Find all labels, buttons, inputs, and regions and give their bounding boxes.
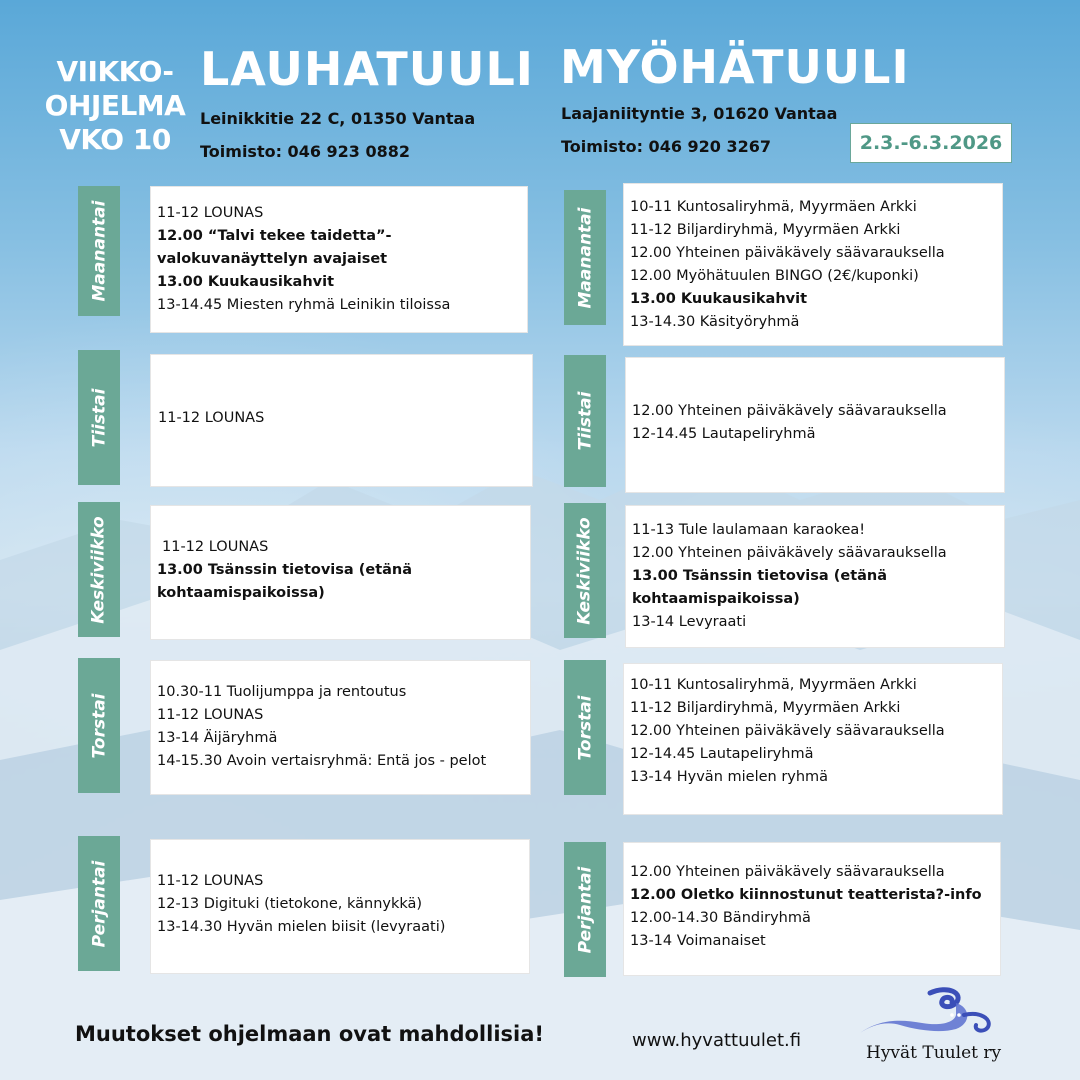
- schedule-line: 12.00 Myöhätuulen BINGO (2€/kuponki): [630, 267, 919, 284]
- day-label: Maanantai: [575, 207, 595, 308]
- location-name-left: LAUHATUULI: [200, 42, 534, 96]
- schedule-line: 13.00 Tsänssin tietovisa (etänä: [157, 562, 413, 578]
- schedule-line: 11-12 LOUNAS: [158, 410, 265, 426]
- schedule-line: 12-14.45 Lautapeliryhmä: [630, 746, 814, 762]
- address-left: Leinikkitie 22 C, 01350 Vantaa: [200, 109, 476, 128]
- day-tab-right-tuesday: [564, 355, 606, 487]
- day-label: Torstai: [89, 692, 110, 759]
- schedule-box-left-friday: [150, 839, 530, 974]
- schedule-line: 10-11 Kuntosaliryhmä, Myyrmäen Arkki: [630, 198, 917, 215]
- schedule-line: 12.00 Yhteinen päiväkävely säävarauksella: [632, 545, 947, 561]
- schedule-line: 12.00 Yhteinen päiväkävely säävarauksella: [630, 864, 945, 880]
- schedule-line: 12.00 Yhteinen päiväkävely säävarauksella: [630, 723, 945, 739]
- organization-logo-text: Hyvät Tuulet ry: [866, 1043, 1002, 1063]
- title-line-2: OHJELMA: [44, 89, 186, 122]
- schedule-box-right-monday: [623, 183, 1003, 346]
- schedule-line: 13.00 Tsänssin tietovisa (etänä: [632, 568, 888, 584]
- office-phone-left: Toimisto: 046 923 0882: [200, 142, 411, 161]
- schedule-line: valokuvanäyttelyn avajaiset: [157, 251, 388, 267]
- schedule-line: 11-12 LOUNAS: [157, 205, 264, 221]
- wind-logo-icon: [860, 985, 1010, 1045]
- day-label: Torstai: [575, 694, 596, 761]
- schedule-line: 13-14 Hyvän mielen ryhmä: [630, 769, 829, 785]
- day-tab-left-thursday: [78, 658, 120, 793]
- day-tab-left-monday: [78, 186, 120, 316]
- schedule-line: 11-12 Biljardiryhmä, Myyrmäen Arkki: [630, 700, 901, 716]
- schedule-box-left-monday: [150, 186, 528, 333]
- schedule-line: 12.00-14.30 Bändiryhmä: [630, 910, 811, 926]
- schedule-line: 13-14 Äijäryhmä: [157, 730, 278, 746]
- day-tab-left-wednesday: [78, 502, 120, 637]
- day-label: Perjantai: [575, 866, 595, 953]
- schedule-line: 11-12 LOUNAS: [162, 539, 269, 555]
- location-name-right: MYÖHÄTUULI: [560, 40, 910, 94]
- schedule-box-right-thursday: [623, 663, 1003, 815]
- schedule-box-right-friday: [623, 842, 1001, 976]
- schedule-box-right-wednesday: [625, 505, 1005, 648]
- schedule-line: 11-12 LOUNAS: [157, 707, 264, 723]
- schedule-line: 13-14.30 Hyvän mielen biisit (levyraati): [157, 919, 446, 935]
- location-info-left: [200, 102, 475, 168]
- schedule-line: 12.00 Oletko kiinnostunut teatterista?-info: [630, 887, 982, 903]
- website-link[interactable]: www.hyvattuulet.fi: [632, 1030, 802, 1051]
- schedule-line: 13-14.30 Käsityöryhmä: [630, 313, 800, 330]
- schedule-line: 13-14.45 Miesten ryhmä Leinikin tiloissa: [157, 297, 451, 313]
- schedule-line: 12-13 Digituki (tietokone, kännykkä): [157, 896, 423, 912]
- day-tab-left-tuesday: [78, 350, 120, 485]
- date-range-badge: 2.3.-6.3.2026: [850, 123, 1012, 163]
- schedule-line: 12.00 “Talvi tekee taidetta”-: [157, 228, 392, 244]
- schedule-box-left-tuesday: [150, 354, 533, 487]
- schedule-line: 10.30-11 Tuolijumppa ja rentoutus: [157, 684, 407, 700]
- day-label: Perjantai: [89, 860, 109, 947]
- day-label: Keskiviikko: [575, 516, 596, 625]
- schedule-line: 12.00 Yhteinen päiväkävely säävarauksella: [632, 403, 947, 419]
- schedule-line: 13-14 Levyraati: [632, 614, 747, 630]
- day-tab-left-friday: [78, 836, 120, 971]
- location-info-right: [561, 97, 837, 163]
- address-right: Laajaniityntie 3, 01620 Vantaa: [561, 104, 838, 123]
- schedule-line: 11-12 LOUNAS: [157, 873, 264, 889]
- schedule-line: kohtaamispaikoissa): [632, 591, 800, 607]
- office-phone-right: Toimisto: 046 920 3267: [561, 137, 772, 156]
- schedule-line: 12.00 Yhteinen päiväkävely säävarauksella: [630, 244, 945, 261]
- schedule-line: 11-12 Biljardiryhmä, Myyrmäen Arkki: [630, 221, 901, 238]
- schedule-box-left-wednesday: [150, 505, 531, 640]
- schedule-box-right-tuesday: [625, 357, 1005, 493]
- week-program-title: [40, 55, 190, 157]
- schedule-line: 14-15.30 Avoin vertaisryhmä: Entä jos - pelot: [157, 753, 487, 769]
- schedule-line: 10-11 Kuntosaliryhmä, Myyrmäen Arkki: [630, 677, 917, 693]
- day-label: Tiistai: [89, 388, 110, 447]
- day-label: Maanantai: [89, 200, 109, 302]
- day-label: Tiistai: [575, 391, 596, 451]
- title-line-3: VKO 10: [59, 123, 171, 156]
- day-tab-right-friday: [564, 842, 606, 977]
- changes-note: Muutokset ohjelmaan ovat mahdollisia!: [75, 1022, 544, 1046]
- schedule-line: 13.00 Kuukausikahvit: [157, 274, 334, 290]
- title-line-1: VIIKKO-: [56, 55, 174, 88]
- day-tab-right-thursday: [564, 660, 606, 795]
- day-label: Keskiviikko: [89, 515, 110, 624]
- schedule-line: 13-14 Voimanaiset: [630, 933, 766, 949]
- schedule-line: kohtaamispaikoissa): [157, 585, 325, 601]
- schedule-line: 11-13 Tule laulamaan karaokea!: [632, 522, 866, 538]
- day-tab-right-monday: [564, 190, 606, 325]
- day-tab-right-wednesday: [564, 503, 606, 638]
- schedule-box-left-thursday: [150, 660, 531, 795]
- schedule-line: 13.00 Kuukausikahvit: [630, 290, 807, 307]
- schedule-line: 12-14.45 Lautapeliryhmä: [632, 426, 816, 442]
